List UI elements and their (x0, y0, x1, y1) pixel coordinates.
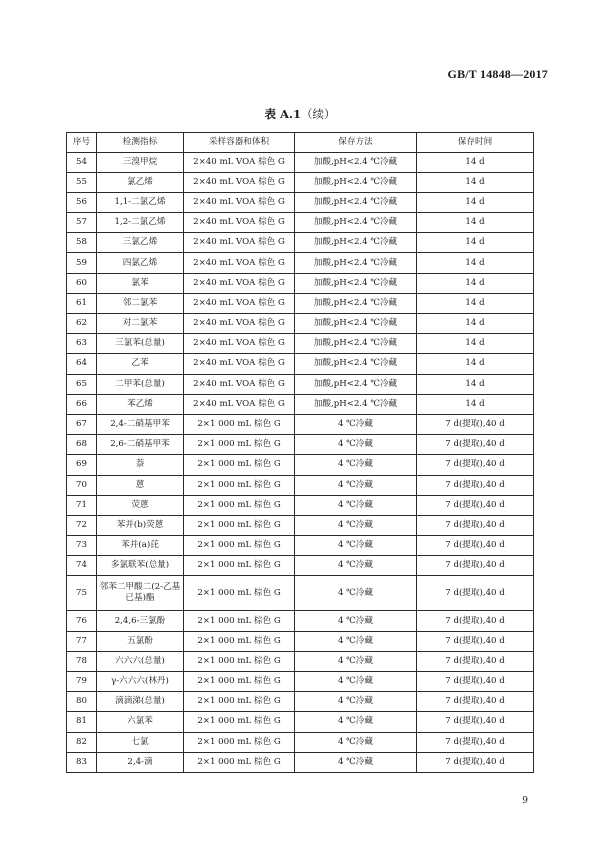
cell-index: 78 (67, 651, 97, 671)
cell-index: 81 (67, 712, 97, 732)
table-row (67, 314, 534, 334)
cell-preservation: 4 ℃冷藏 (295, 712, 417, 732)
cell-preservation: 加酸,pH<2.4 ℃冷藏 (295, 172, 417, 192)
table-row (67, 172, 534, 192)
table-row (67, 515, 534, 535)
cell-container: 2×1 000 mL 棕色 G (184, 752, 295, 772)
cell-container: 2×40 mL VOA 棕色 G (184, 233, 295, 253)
table-title-label: 表 A.1 (264, 107, 301, 121)
cell-indicator: 三溴甲烷 (97, 152, 184, 172)
cell-indicator: 滴滴涕(总量) (97, 692, 184, 712)
cell-indicator: 邻二氯苯 (97, 293, 184, 313)
cell-index: 59 (67, 253, 97, 273)
cell-index: 79 (67, 672, 97, 692)
table-row (67, 293, 534, 313)
column-header-container: 采样容器和体积 (184, 133, 295, 153)
cell-holding-time: 14 d (417, 192, 534, 212)
cell-preservation: 加酸,pH<2.4 ℃冷藏 (295, 273, 417, 293)
cell-holding-time: 14 d (417, 233, 534, 253)
cell-container: 2×1 000 mL 棕色 G (184, 495, 295, 515)
cell-indicator: 六氯苯 (97, 712, 184, 732)
cell-index: 80 (67, 692, 97, 712)
cell-holding-time: 7 d(提取),40 d (417, 732, 534, 752)
cell-index: 72 (67, 515, 97, 535)
cell-container: 2×40 mL VOA 棕色 G (184, 354, 295, 374)
table-row (67, 732, 534, 752)
cell-preservation: 加酸,pH<2.4 ℃冷藏 (295, 233, 417, 253)
cell-holding-time: 7 d(提取),40 d (417, 556, 534, 576)
cell-index: 66 (67, 394, 97, 414)
cell-indicator: 五氯酚 (97, 631, 184, 651)
cell-holding-time: 14 d (417, 172, 534, 192)
cell-holding-time: 7 d(提取),40 d (417, 515, 534, 535)
table-header-row (67, 133, 534, 153)
cell-preservation: 4 ℃冷藏 (295, 576, 417, 611)
cell-holding-time: 14 d (417, 314, 534, 334)
table-row (67, 712, 534, 732)
cell-indicator: 氯苯 (97, 273, 184, 293)
cell-index: 67 (67, 414, 97, 434)
cell-container: 2×1 000 mL 棕色 G (184, 732, 295, 752)
cell-container: 2×1 000 mL 棕色 G (184, 631, 295, 651)
cell-preservation: 4 ℃冷藏 (295, 556, 417, 576)
table-row (67, 334, 534, 354)
cell-holding-time: 7 d(提取),40 d (417, 611, 534, 631)
cell-container: 2×40 mL VOA 棕色 G (184, 253, 295, 273)
table-row (67, 752, 534, 772)
table-row (67, 536, 534, 556)
cell-holding-time: 7 d(提取),40 d (417, 536, 534, 556)
cell-container: 2×1 000 mL 棕色 G (184, 611, 295, 631)
cell-indicator: 氯乙烯 (97, 172, 184, 192)
cell-container: 2×40 mL VOA 棕色 G (184, 192, 295, 212)
cell-index: 64 (67, 354, 97, 374)
cell-index: 76 (67, 611, 97, 631)
cell-indicator: 苯并(b)荧蒽 (97, 515, 184, 535)
cell-preservation: 4 ℃冷藏 (295, 455, 417, 475)
cell-index: 60 (67, 273, 97, 293)
cell-indicator: 多氯联苯(总量) (97, 556, 184, 576)
cell-holding-time: 7 d(提取),40 d (417, 692, 534, 712)
cell-indicator: 苯并(a)芘 (97, 536, 184, 556)
cell-indicator: 苯乙烯 (97, 394, 184, 414)
cell-indicator: 2,4,6-三氯酚 (97, 611, 184, 631)
column-header-index: 序号 (67, 133, 97, 153)
cell-index: 57 (67, 213, 97, 233)
table-title (0, 106, 600, 122)
cell-indicator: 三氯乙烯 (97, 233, 184, 253)
cell-preservation: 4 ℃冷藏 (295, 752, 417, 772)
table-row (67, 192, 534, 212)
cell-container: 2×1 000 mL 棕色 G (184, 672, 295, 692)
cell-holding-time: 14 d (417, 253, 534, 273)
table-row (67, 374, 534, 394)
cell-container: 2×1 000 mL 棕色 G (184, 556, 295, 576)
cell-container: 2×1 000 mL 棕色 G (184, 712, 295, 732)
cell-preservation: 4 ℃冷藏 (295, 435, 417, 455)
cell-preservation: 4 ℃冷藏 (295, 536, 417, 556)
cell-index: 73 (67, 536, 97, 556)
cell-container: 2×1 000 mL 棕色 G (184, 435, 295, 455)
cell-indicator: 蒽 (97, 475, 184, 495)
cell-indicator: 荧蒽 (97, 495, 184, 515)
table-row (67, 495, 534, 515)
cell-holding-time: 7 d(提取),40 d (417, 576, 534, 611)
cell-container: 2×40 mL VOA 棕色 G (184, 314, 295, 334)
cell-indicator: 萘 (97, 455, 184, 475)
table-row (67, 576, 534, 611)
table-body (67, 152, 534, 772)
table-row (67, 152, 534, 172)
table-row (67, 354, 534, 374)
cell-container: 2×40 mL VOA 棕色 G (184, 213, 295, 233)
cell-index: 71 (67, 495, 97, 515)
cell-index: 56 (67, 192, 97, 212)
cell-preservation: 加酸,pH<2.4 ℃冷藏 (295, 293, 417, 313)
cell-indicator: 二甲苯(总量) (97, 374, 184, 394)
cell-holding-time: 7 d(提取),40 d (417, 435, 534, 455)
cell-container: 2×1 000 mL 棕色 G (184, 692, 295, 712)
cell-container: 2×40 mL VOA 棕色 G (184, 152, 295, 172)
cell-preservation: 加酸,pH<2.4 ℃冷藏 (295, 334, 417, 354)
cell-preservation: 加酸,pH<2.4 ℃冷藏 (295, 374, 417, 394)
table-title-continued: （续） (300, 107, 336, 121)
cell-preservation: 加酸,pH<2.4 ℃冷藏 (295, 253, 417, 273)
table-row (67, 394, 534, 414)
cell-holding-time: 7 d(提取),40 d (417, 672, 534, 692)
cell-holding-time: 14 d (417, 394, 534, 414)
cell-holding-time: 7 d(提取),40 d (417, 631, 534, 651)
cell-index: 82 (67, 732, 97, 752)
standard-code: GB/T 14848—2017 (447, 67, 548, 81)
table-row (67, 213, 534, 233)
cell-preservation: 4 ℃冷藏 (295, 651, 417, 671)
cell-preservation: 加酸,pH<2.4 ℃冷藏 (295, 192, 417, 212)
cell-indicator: 1,1-二氯乙烯 (97, 192, 184, 212)
cell-index: 61 (67, 293, 97, 313)
cell-holding-time: 14 d (417, 213, 534, 233)
cell-index: 69 (67, 455, 97, 475)
cell-preservation: 4 ℃冷藏 (295, 475, 417, 495)
cell-holding-time: 7 d(提取),40 d (417, 475, 534, 495)
table-row (67, 455, 534, 475)
cell-indicator: 乙苯 (97, 354, 184, 374)
cell-preservation: 4 ℃冷藏 (295, 692, 417, 712)
table-row (67, 435, 534, 455)
column-header-preservation: 保存方法 (295, 133, 417, 153)
cell-holding-time: 14 d (417, 293, 534, 313)
cell-index: 68 (67, 435, 97, 455)
cell-holding-time: 7 d(提取),40 d (417, 414, 534, 434)
cell-preservation: 4 ℃冷藏 (295, 495, 417, 515)
cell-preservation: 加酸,pH<2.4 ℃冷藏 (295, 354, 417, 374)
cell-index: 62 (67, 314, 97, 334)
cell-indicator: 2,6-二硝基甲苯 (97, 435, 184, 455)
cell-preservation: 加酸,pH<2.4 ℃冷藏 (295, 394, 417, 414)
sampling-table (66, 132, 534, 773)
cell-container: 2×1 000 mL 棕色 G (184, 515, 295, 535)
cell-index: 63 (67, 334, 97, 354)
cell-index: 65 (67, 374, 97, 394)
cell-indicator: γ-六六六(林丹) (97, 672, 184, 692)
cell-index: 75 (67, 576, 97, 611)
cell-indicator: 2,4-二硝基甲苯 (97, 414, 184, 434)
table-row (67, 556, 534, 576)
cell-index: 74 (67, 556, 97, 576)
cell-indicator: 七氯 (97, 732, 184, 752)
page-number: 9 (522, 796, 528, 806)
cell-indicator: 六六六(总量) (97, 651, 184, 671)
table-row (67, 253, 534, 273)
table-row (67, 611, 534, 631)
cell-preservation: 4 ℃冷藏 (295, 414, 417, 434)
table-row (67, 692, 534, 712)
cell-container: 2×1 000 mL 棕色 G (184, 576, 295, 611)
cell-container: 2×40 mL VOA 棕色 G (184, 293, 295, 313)
cell-holding-time: 14 d (417, 334, 534, 354)
cell-indicator: 2,4-滴 (97, 752, 184, 772)
cell-container: 2×40 mL VOA 棕色 G (184, 172, 295, 192)
cell-holding-time: 14 d (417, 374, 534, 394)
cell-holding-time: 14 d (417, 354, 534, 374)
cell-index: 77 (67, 631, 97, 651)
cell-holding-time: 14 d (417, 152, 534, 172)
cell-container: 2×40 mL VOA 棕色 G (184, 273, 295, 293)
cell-holding-time: 7 d(提取),40 d (417, 495, 534, 515)
table-row (67, 631, 534, 651)
table-row (67, 672, 534, 692)
cell-indicator: 1,2-二氯乙烯 (97, 213, 184, 233)
cell-index: 55 (67, 172, 97, 192)
cell-holding-time: 7 d(提取),40 d (417, 712, 534, 732)
cell-container: 2×40 mL VOA 棕色 G (184, 334, 295, 354)
cell-holding-time: 7 d(提取),40 d (417, 651, 534, 671)
cell-preservation: 加酸,pH<2.4 ℃冷藏 (295, 213, 417, 233)
cell-preservation: 4 ℃冷藏 (295, 732, 417, 752)
table-row (67, 414, 534, 434)
cell-preservation: 加酸,pH<2.4 ℃冷藏 (295, 152, 417, 172)
table-row (67, 233, 534, 253)
cell-index: 54 (67, 152, 97, 172)
cell-preservation: 4 ℃冷藏 (295, 631, 417, 651)
column-header-holding-time: 保存时间 (417, 133, 534, 153)
cell-holding-time: 7 d(提取),40 d (417, 752, 534, 772)
cell-preservation: 加酸,pH<2.4 ℃冷藏 (295, 314, 417, 334)
table-row (67, 273, 534, 293)
cell-container: 2×1 000 mL 棕色 G (184, 536, 295, 556)
cell-container: 2×40 mL VOA 棕色 G (184, 374, 295, 394)
table-row (67, 475, 534, 495)
cell-container: 2×1 000 mL 棕色 G (184, 475, 295, 495)
cell-container: 2×40 mL VOA 棕色 G (184, 394, 295, 414)
cell-holding-time: 14 d (417, 273, 534, 293)
cell-container: 2×1 000 mL 棕色 G (184, 651, 295, 671)
column-header-indicator: 检测指标 (97, 133, 184, 153)
cell-indicator: 对二氯苯 (97, 314, 184, 334)
cell-index: 70 (67, 475, 97, 495)
cell-index: 83 (67, 752, 97, 772)
cell-index: 58 (67, 233, 97, 253)
cell-preservation: 4 ℃冷藏 (295, 672, 417, 692)
cell-indicator: 四氯乙烯 (97, 253, 184, 273)
table-row (67, 651, 534, 671)
cell-container: 2×1 000 mL 棕色 G (184, 414, 295, 434)
cell-preservation: 4 ℃冷藏 (295, 611, 417, 631)
cell-indicator: 邻苯二甲酸二(2-乙基已基)酯 (97, 576, 184, 611)
cell-indicator: 三氯苯(总量) (97, 334, 184, 354)
cell-holding-time: 7 d(提取),40 d (417, 455, 534, 475)
cell-preservation: 4 ℃冷藏 (295, 515, 417, 535)
cell-container: 2×1 000 mL 棕色 G (184, 455, 295, 475)
